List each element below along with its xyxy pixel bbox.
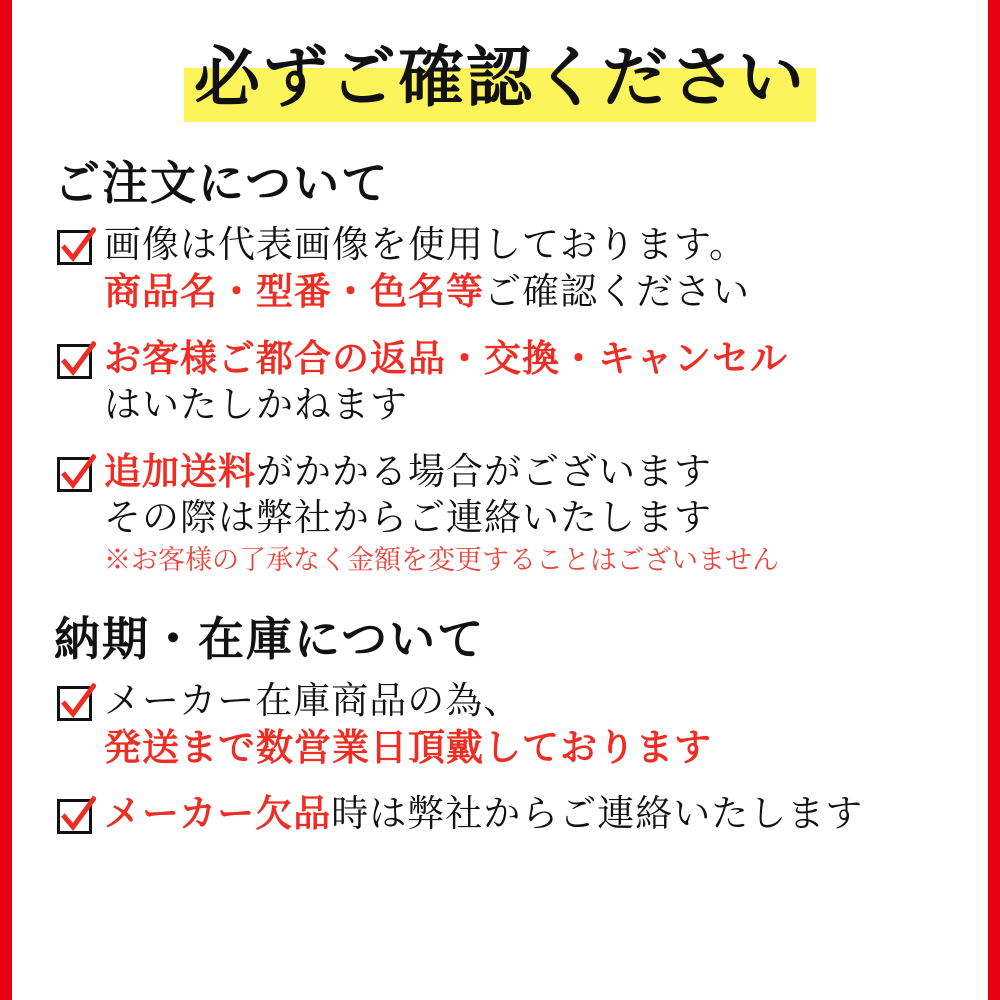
list-line-red: お客様ご都合の返品・交換・キャンセル bbox=[104, 338, 788, 380]
list-line-black: ご確認ください bbox=[484, 271, 750, 313]
notice-content bbox=[12, 0, 988, 1000]
section-heading-orders: ご注文について bbox=[54, 158, 390, 210]
list-line-red: 商品名・型番・色名等 bbox=[104, 271, 484, 313]
list-line bbox=[104, 726, 954, 773]
list-item-text bbox=[104, 792, 954, 839]
list-line-black: 時は弊社からご連絡いたします bbox=[331, 794, 864, 836]
checkbox-checked-icon bbox=[56, 796, 96, 836]
list-line bbox=[104, 496, 954, 543]
page-title-text: 必ずご確認ください bbox=[194, 42, 806, 115]
list-line-black: その際は弊社からご連絡いたします bbox=[104, 498, 712, 540]
list-line-red: メーカー欠品 bbox=[104, 794, 332, 836]
checkbox-checked-icon bbox=[56, 683, 96, 723]
checkbox-checked-icon bbox=[56, 454, 96, 494]
list-item-text bbox=[104, 679, 954, 772]
list-line bbox=[104, 223, 954, 270]
page-title bbox=[184, 42, 816, 119]
list-item bbox=[56, 223, 954, 316]
list-item-text bbox=[104, 450, 954, 577]
list-line bbox=[104, 679, 954, 726]
section-heading-delivery: 納期・在庫について bbox=[54, 613, 486, 665]
list-line-text: 画像は代表画像を使用しております。 bbox=[104, 225, 748, 267]
list-line-red: 発送まで数営業日頂戴しております bbox=[104, 727, 712, 769]
right-red-border bbox=[988, 0, 1000, 1000]
checkbox-checked-icon bbox=[56, 341, 96, 381]
list-item bbox=[56, 337, 954, 430]
list-line-black: メーカー在庫商品の為、 bbox=[104, 680, 522, 722]
page-title-wrap bbox=[46, 42, 954, 119]
list-line bbox=[104, 383, 954, 430]
left-red-border bbox=[0, 0, 12, 1000]
list-line-note: ※お客様の了承なく金額を変更することはございません bbox=[104, 544, 779, 575]
checkbox-checked-icon bbox=[56, 227, 96, 267]
list-item bbox=[56, 792, 954, 839]
list-line bbox=[104, 270, 954, 317]
list-item-text bbox=[104, 337, 954, 430]
list-item bbox=[56, 450, 954, 577]
list-item-text bbox=[104, 223, 954, 316]
list-item bbox=[56, 679, 954, 772]
list-line bbox=[104, 792, 954, 839]
list-line-red: 追加送料 bbox=[104, 451, 256, 493]
list-line-black: がかかる場合がございます bbox=[256, 451, 712, 493]
list-line bbox=[104, 450, 954, 497]
list-line-black: はいたしかねます bbox=[104, 385, 408, 427]
list-line bbox=[104, 337, 954, 384]
